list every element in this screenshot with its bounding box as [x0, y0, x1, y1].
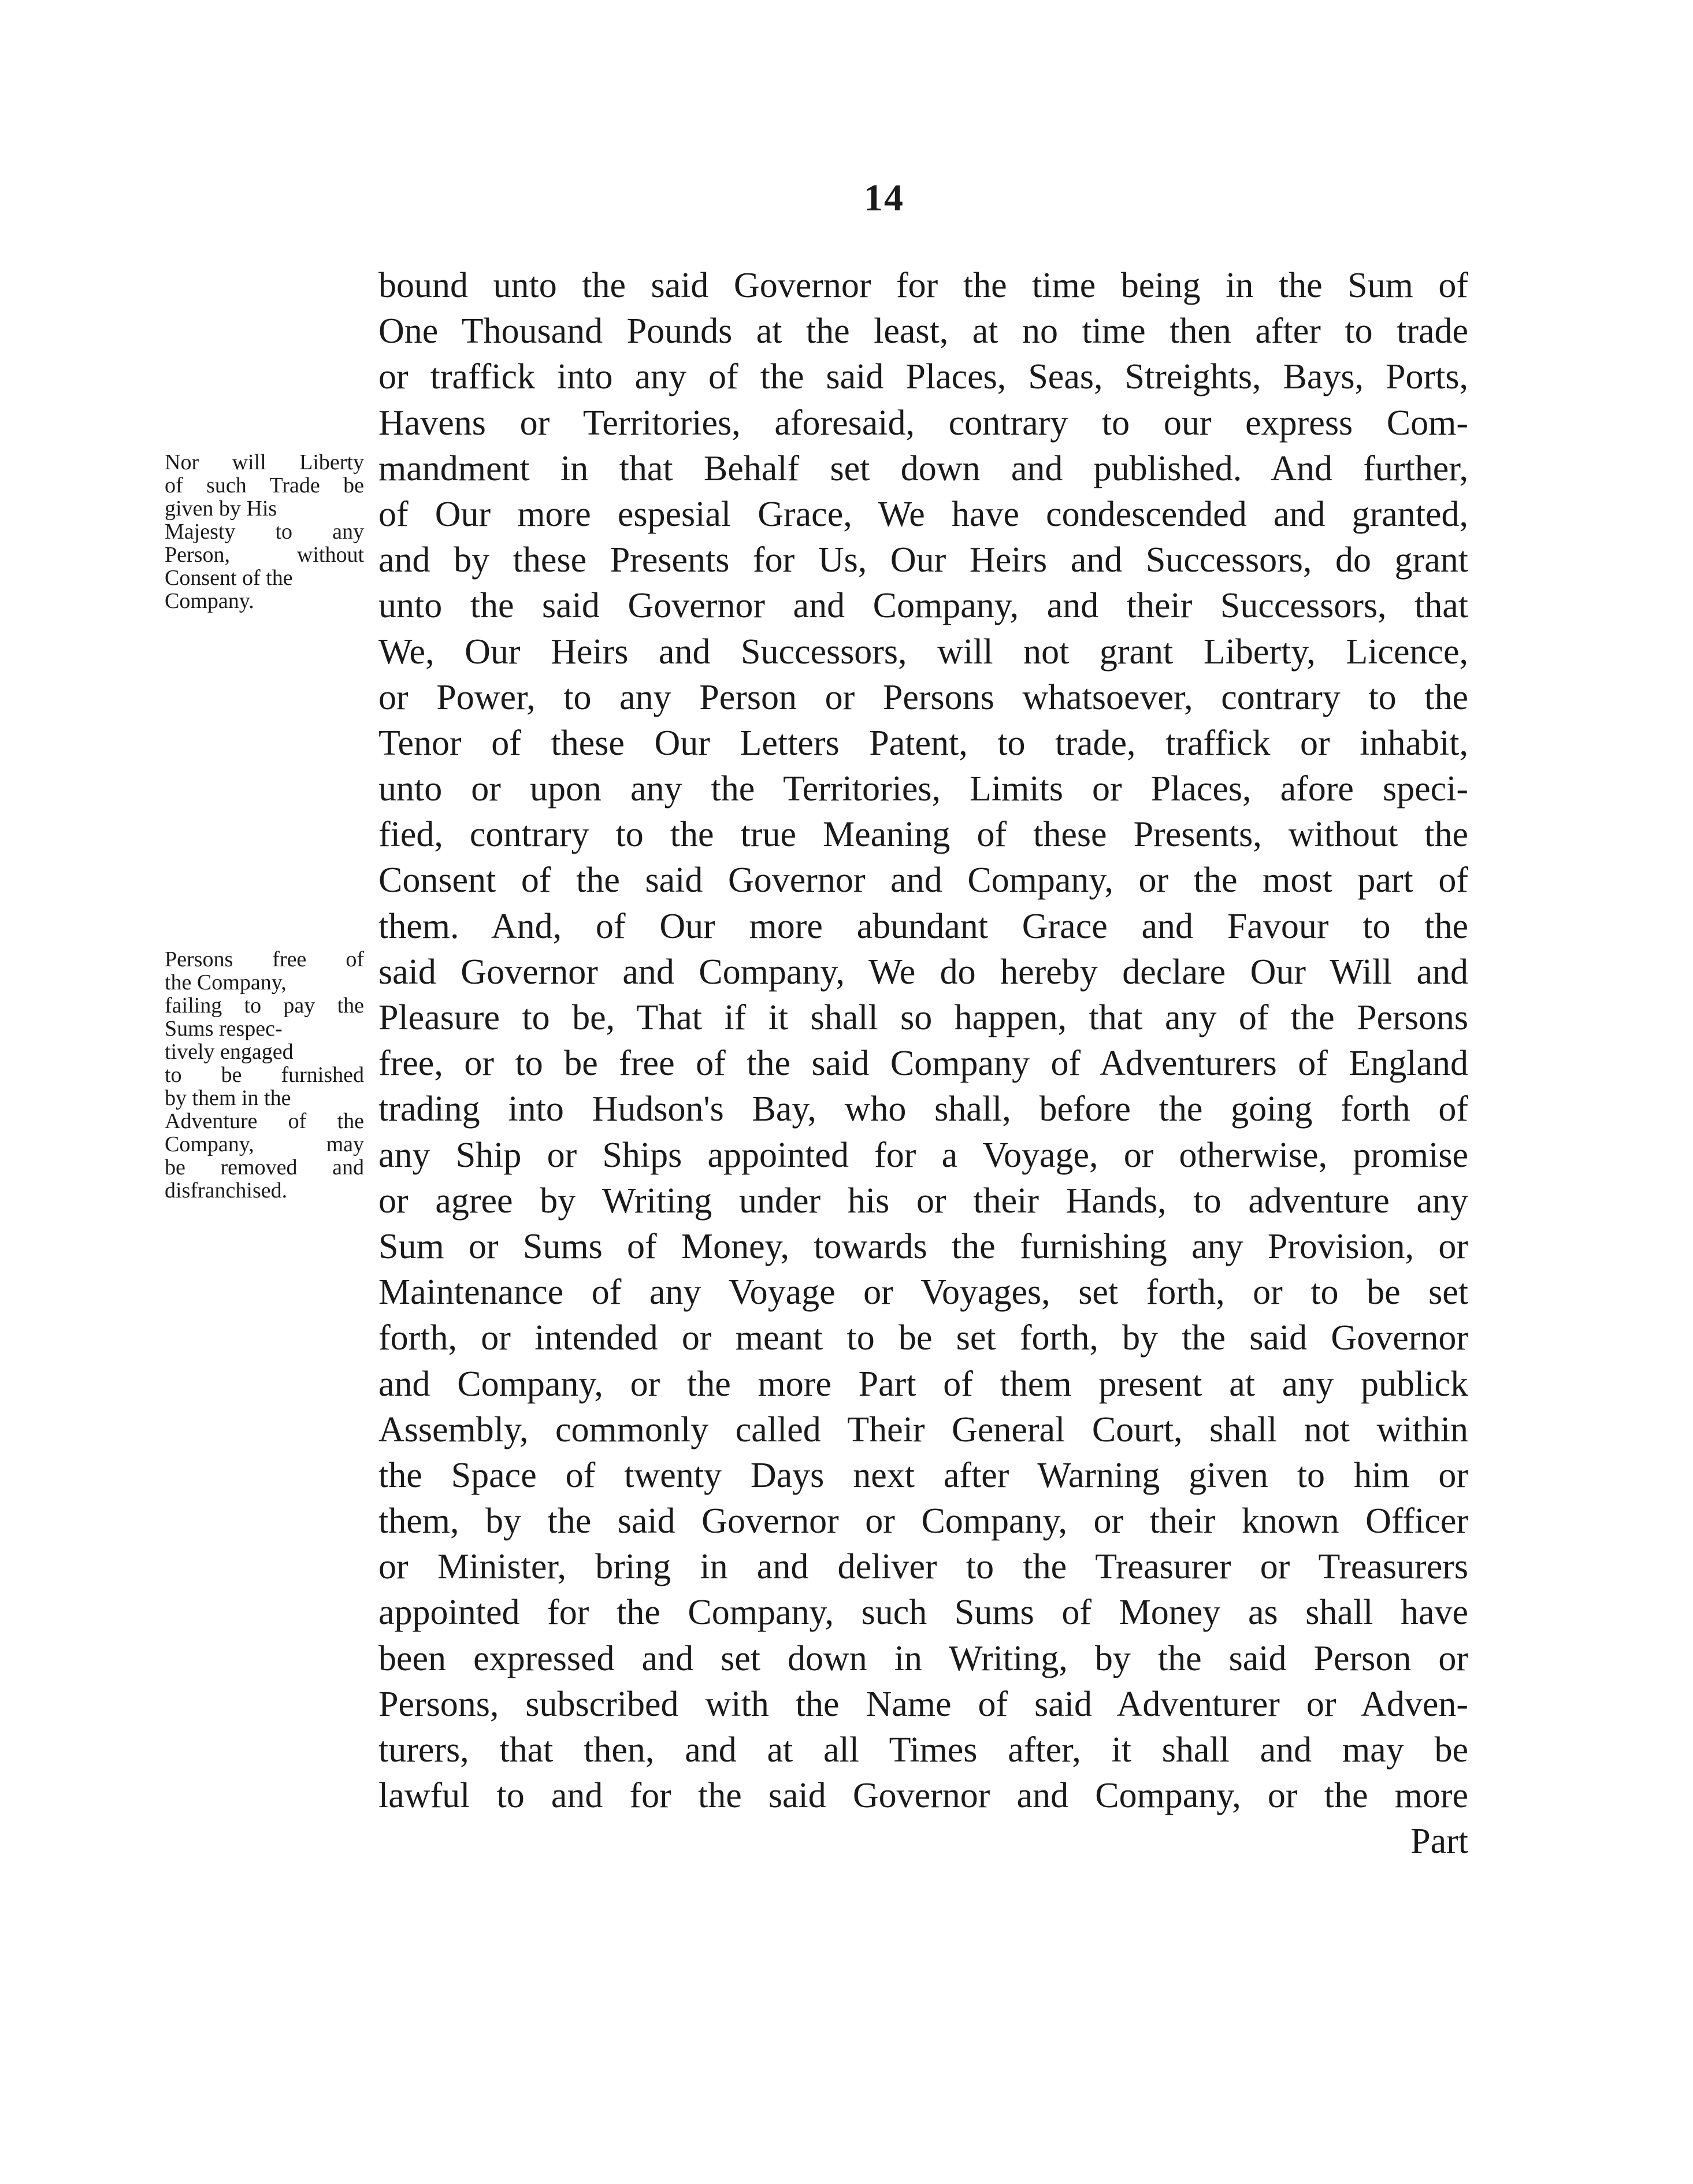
body-line: appointed for the Company, such Sums of Money as shall have: [378, 1593, 1468, 1633]
margin-note-line: be removed and: [165, 1156, 364, 1179]
margin-note-line: Adventure of the: [165, 1110, 364, 1133]
margin-note-line: Company, may: [165, 1133, 364, 1156]
margin-note-line: failing to pay the: [165, 994, 364, 1017]
catchword: Part: [1410, 1822, 1468, 1862]
margin-note-line: Sums respec-: [165, 1017, 283, 1040]
body-line: We, Our Heirs and Successors, will not grant Liberty, Licence,: [378, 632, 1468, 672]
body-text: [378, 263, 1468, 1865]
body-line: Havens or Territories, aforesaid, contrary to our express Com-: [378, 403, 1468, 443]
margin-note-liberty: [165, 451, 364, 613]
body-line: fied, contrary to the true Meaning of these Presents, without the: [378, 815, 1468, 855]
margin-note-line: Persons free of: [165, 948, 364, 971]
body-line: and by these Presents for Us, Our Heirs and Successors, do grant: [378, 540, 1468, 580]
margin-note-line: given by His: [165, 497, 277, 520]
body-line: bound unto the said Governor for the time being in the Sum of: [378, 266, 1468, 305]
body-line: Tenor of these Our Letters Patent, to trade, traffick or inhabit,: [378, 723, 1468, 763]
margin-note-line: Company.: [165, 589, 254, 613]
page-number: 14: [864, 177, 904, 219]
body-line: turers, that then, and at all Times after, it shall and may be: [378, 1730, 1468, 1770]
margin-note-line: of such Trade be: [165, 474, 364, 497]
body-line: Consent of the said Governor and Company, or the most part of: [378, 861, 1468, 900]
body-line: been expressed and set down in Writing, by the said Person or: [378, 1638, 1468, 1678]
body-line: Assembly, commonly called Their General Court, shall not within: [378, 1410, 1468, 1449]
margin-note-line: Consent of the: [165, 566, 293, 589]
margin-note-line: tively engaged: [165, 1040, 294, 1063]
body-line: them, by the said Governor or Company, or their known Officer: [378, 1501, 1468, 1541]
body-line: Maintenance of any Voyage or Voyages, set forth, or to be set: [378, 1273, 1468, 1312]
body-line: unto the said Governor and Company, and their Successors, that: [378, 586, 1468, 626]
body-line: One Thousand Pounds at the least, at no time then after to trade: [378, 312, 1468, 351]
body-line: or Power, to any Person or Persons whatsoever, contrary to the: [378, 677, 1468, 717]
margin-note-persons-free: [165, 948, 364, 1202]
body-line: lawful to and for the said Governor and Company, or the more: [378, 1776, 1468, 1816]
body-line: of Our more espesial Grace, We have condescended and granted,: [378, 494, 1468, 534]
body-line: Persons, subscribed with the Name of said Adventurer or Adven-: [378, 1684, 1468, 1724]
body-line: or agree by Writing under his or their Hands, to adventure any: [378, 1181, 1468, 1221]
margin-note-line: Nor will Liberty: [165, 451, 364, 474]
body-line: mandment in that Behalf set down and published. And further,: [378, 448, 1468, 488]
body-line: said Governor and Company, We do hereby declare Our Will and: [378, 952, 1468, 992]
margin-note-line: Person, without: [165, 543, 364, 566]
body-line: or Minister, bring in and deliver to the Treasurer or Treasurers: [378, 1547, 1468, 1587]
body-line: forth, or intended or meant to be set forth, by the said Governor: [378, 1318, 1468, 1358]
margin-note-line: Majesty to any: [165, 520, 364, 543]
margin-note-line: to be furnished: [165, 1063, 364, 1087]
body-line: or traffick into any of the said Places, Seas, Streights, Bays, Ports,: [378, 357, 1468, 397]
margin-note-line: the Company,: [165, 971, 287, 994]
margin-note-line: by them in the: [165, 1087, 291, 1110]
body-line: trading into Hudson's Bay, who shall, before the going forth of: [378, 1089, 1468, 1129]
body-line: Pleasure to be, That if it shall so happen, that any of the Persons: [378, 998, 1468, 1037]
body-line: the Space of twenty Days next after Warning given to him or: [378, 1455, 1468, 1495]
body-line: Sum or Sums of Money, towards the furnishing any Provision, or: [378, 1226, 1468, 1266]
body-line: free, or to be free of the said Company of Adventurers of England: [378, 1044, 1468, 1084]
body-line: and Company, or the more Part of them present at any publick: [378, 1364, 1468, 1404]
body-line: unto or upon any the Territories, Limits or Places, afore speci-: [378, 769, 1468, 809]
body-line: them. And, of Our more abundant Grace and Favour to the: [378, 906, 1468, 946]
body-line: any Ship or Ships appointed for a Voyage, or otherwise, promise: [378, 1135, 1468, 1175]
margin-note-line: disfranchised.: [165, 1179, 288, 1202]
